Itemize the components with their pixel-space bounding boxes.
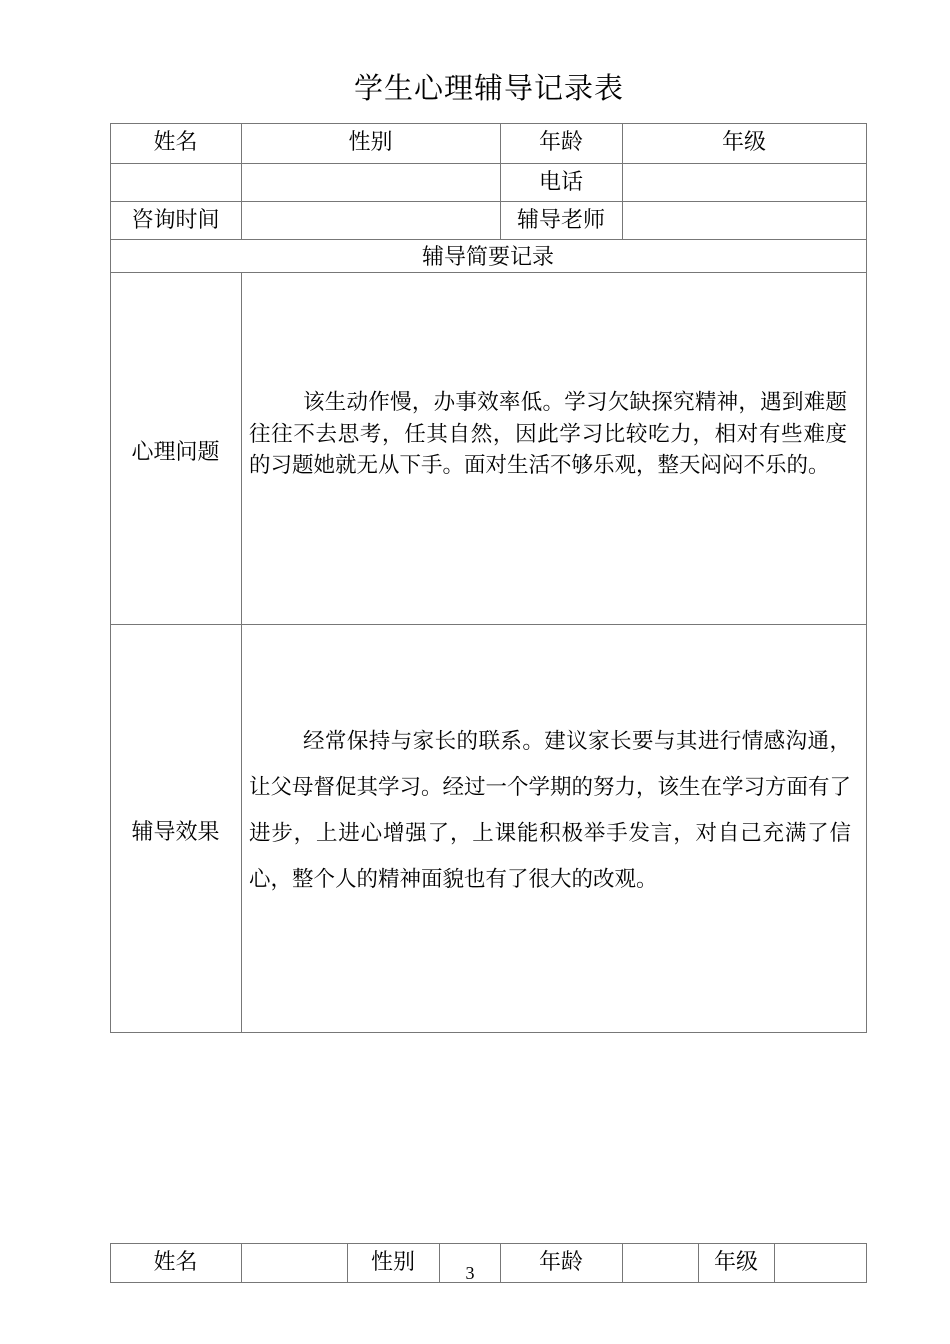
next-age-label: 年龄 xyxy=(538,1249,583,1275)
page-number: 3 xyxy=(465,1263,475,1283)
effect-label: 辅导效果 xyxy=(131,819,220,845)
effect-text: 经常保持与家长的联系。建议家长要与其进行情感沟通，让父母督促其学习。经过一个学期的努力，该生在学习方面有了进步，上进心增强了，上课能积极举手发言，对自己充满了信心，整个人的精神面貌也有了很大的改观。 xyxy=(249,729,852,892)
gender-label: 性别 xyxy=(348,130,393,155)
next-gender-label: 性别 xyxy=(370,1249,415,1275)
name-label: 姓名 xyxy=(153,130,198,155)
next-grade-label: 年级 xyxy=(713,1249,758,1275)
page-title: 学生心理辅导记录表 xyxy=(353,71,624,105)
consult-time-label: 咨询时间 xyxy=(131,207,220,233)
age-label: 年龄 xyxy=(538,130,583,155)
section-header: 辅导简要记录 xyxy=(421,245,554,270)
grade-label: 年级 xyxy=(721,130,766,155)
problem-text: 该生动作慢，办事效率低。学习欠缺探究精神，遇到难题往往不去思考，任其自然，因此学习比较吃力，相对有些难度的习题她就无从下手。面对生活不够乐观，整天闷闷不乐的。 xyxy=(249,390,847,478)
problem-label: 心理问题 xyxy=(131,440,220,465)
counselor-label: 辅导老师 xyxy=(516,207,605,233)
next-name-label: 姓名 xyxy=(153,1249,198,1275)
phone-label: 电话 xyxy=(538,170,583,195)
